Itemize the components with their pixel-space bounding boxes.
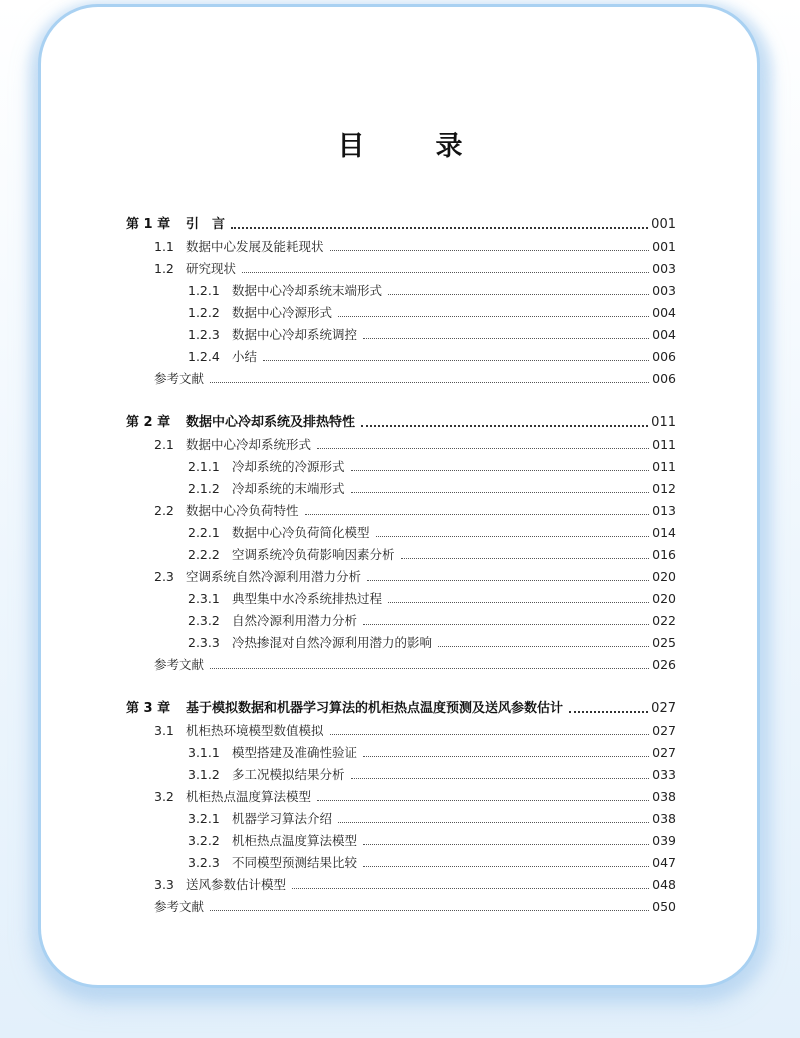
section-title: 机柜热环境模型数值模拟	[186, 723, 324, 738]
page-number: 027	[652, 745, 676, 760]
toc-entry-1-2-4[interactable]	[126, 346, 676, 368]
subsection-number: 2.3.2	[188, 613, 220, 628]
toc-entry-2-3-2[interactable]	[126, 610, 676, 632]
subsection-number: 3.1.2	[188, 767, 220, 782]
toc-title: 目 录	[337, 131, 485, 162]
subsection-number: 1.2.4	[188, 349, 220, 364]
section-number: 3.3	[154, 877, 174, 892]
subsection-number: 1.2.1	[188, 283, 220, 298]
toc-entry-3-2-2[interactable]	[126, 830, 676, 852]
dot-leader	[305, 514, 650, 515]
toc-chapter-3[interactable]	[126, 698, 676, 720]
toc-entry-1-2-1[interactable]	[126, 280, 676, 302]
chapter-number: 第 2 章	[126, 415, 171, 430]
page-number: 022	[652, 613, 676, 628]
page-number: 027	[651, 701, 676, 716]
chapter-spacer	[126, 390, 676, 412]
subsection-number: 1.2.2	[188, 305, 220, 320]
dot-leader	[210, 382, 649, 383]
dot-leader	[338, 822, 649, 823]
section-number: 3.1	[154, 723, 174, 738]
subsection-title: 小结	[232, 349, 258, 364]
page-number: 003	[652, 261, 676, 276]
toc-entry-1-1[interactable]	[126, 236, 676, 258]
dot-leader	[363, 756, 649, 757]
page-number: 012	[652, 481, 676, 496]
section-number: 1.2	[154, 261, 174, 276]
dot-leader	[363, 866, 649, 867]
subsection-number: 3.2.3	[188, 855, 220, 870]
subsection-number: 2.2.2	[188, 547, 220, 562]
toc-entry-3-1[interactable]	[126, 720, 676, 742]
toc-entry-2-3[interactable]	[126, 566, 676, 588]
subsection-title: 自然冷源利用潜力分析	[232, 613, 358, 628]
toc-entry-3-3[interactable]	[126, 874, 676, 896]
page-number: 001	[651, 217, 676, 232]
toc-entry-2-2[interactable]	[126, 500, 676, 522]
toc-entry-1-2-2[interactable]	[126, 302, 676, 324]
page-number: 033	[652, 767, 676, 782]
subsection-number: 3.2.2	[188, 833, 220, 848]
dot-leader	[361, 425, 648, 427]
toc-entry-3-2-1[interactable]	[126, 808, 676, 830]
page-number: 004	[652, 327, 676, 342]
dot-leader	[242, 272, 649, 273]
toc-entry-3-2-3[interactable]	[126, 852, 676, 874]
subsection-number: 2.1.2	[188, 481, 220, 496]
subsection-title: 冷却系统的末端形式	[232, 481, 345, 496]
subsection-title: 冷热掺混对自然冷源利用潜力的影响	[232, 635, 433, 650]
subsection-number: 2.1.1	[188, 459, 220, 474]
subsection-number: 3.1.1	[188, 745, 220, 760]
page-number: 013	[652, 503, 676, 518]
toc-entry-2-1[interactable]	[126, 434, 676, 456]
dot-leader	[317, 800, 649, 801]
chapter-title: 数据中心冷却系统及排热特性	[186, 415, 356, 430]
dot-leader	[330, 250, 650, 251]
toc-entry-3-2[interactable]	[126, 786, 676, 808]
subsection-title: 数据中心冷源形式	[232, 305, 333, 320]
toc-entry-2-2-1[interactable]	[126, 522, 676, 544]
subsection-number: 2.3.1	[188, 591, 220, 606]
section-title: 数据中心发展及能耗现状	[186, 239, 324, 254]
section-number: 2.3	[154, 569, 174, 584]
references-title: 参考文献	[154, 657, 205, 672]
page-number: 016	[652, 547, 676, 562]
page-number: 006	[652, 371, 676, 386]
page-number: 011	[651, 415, 676, 430]
toc-entry-1-2-3[interactable]	[126, 324, 676, 346]
page-number: 011	[652, 459, 676, 474]
toc-references-1[interactable]	[126, 368, 676, 390]
section-number: 1.1	[154, 239, 174, 254]
dot-leader	[363, 844, 649, 845]
dot-leader	[376, 536, 650, 537]
subsection-title: 模型搭建及准确性验证	[232, 745, 358, 760]
chapter-title: 引 言	[186, 217, 226, 232]
chapter-spacer	[126, 676, 676, 698]
toc-entry-3-1-1[interactable]	[126, 742, 676, 764]
dot-leader	[363, 338, 649, 339]
table-of-contents	[126, 214, 676, 918]
page-number: 038	[652, 789, 676, 804]
section-title: 研究现状	[186, 261, 237, 276]
subsection-title: 数据中心冷却系统末端形式	[232, 283, 383, 298]
subsection-title: 数据中心冷负荷简化模型	[232, 525, 370, 540]
dot-leader	[351, 492, 650, 493]
page-number: 038	[652, 811, 676, 826]
page-number: 020	[652, 591, 676, 606]
subsection-title: 不同模型预测结果比较	[232, 855, 358, 870]
dot-leader	[388, 602, 649, 603]
dot-leader	[569, 711, 648, 713]
page-number: 047	[652, 855, 676, 870]
dot-leader	[231, 227, 648, 229]
subsection-title: 典型集中水冷系统排热过程	[232, 591, 383, 606]
toc-references-2[interactable]	[126, 654, 676, 676]
section-title: 机柜热点温度算法模型	[186, 789, 312, 804]
dot-leader	[292, 888, 649, 889]
page-number: 039	[652, 833, 676, 848]
section-number: 3.2	[154, 789, 174, 804]
dot-leader	[363, 624, 649, 625]
toc-entry-2-1-1[interactable]	[126, 456, 676, 478]
dot-leader	[330, 734, 650, 735]
page-number: 011	[652, 437, 676, 452]
toc-references-3[interactable]	[126, 896, 676, 918]
page-number: 026	[652, 657, 676, 672]
chapter-title: 基于模拟数据和机器学习算法的机柜热点温度预测及送风参数估计	[186, 701, 564, 716]
subsection-title: 数据中心冷却系统调控	[232, 327, 358, 342]
section-title: 送风参数估计模型	[186, 877, 287, 892]
toc-entry-2-1-2[interactable]	[126, 478, 676, 500]
references-title: 参考文献	[154, 899, 205, 914]
subsection-title: 多工况模拟结果分析	[232, 767, 345, 782]
subsection-number: 2.3.3	[188, 635, 220, 650]
page-number: 027	[652, 723, 676, 738]
section-title: 数据中心冷却系统形式	[186, 437, 312, 452]
toc-entry-2-3-1[interactable]	[126, 588, 676, 610]
toc-entry-1-2[interactable]	[126, 258, 676, 280]
section-number: 2.1	[154, 437, 174, 452]
subsection-number: 1.2.3	[188, 327, 220, 342]
page-number: 003	[652, 283, 676, 298]
page-number: 014	[652, 525, 676, 540]
section-title: 空调系统自然冷源利用潜力分析	[186, 569, 362, 584]
subsection-number: 2.2.1	[188, 525, 220, 540]
dot-leader	[263, 360, 649, 361]
section-title: 数据中心冷负荷特性	[186, 503, 299, 518]
section-number: 2.2	[154, 503, 174, 518]
references-title: 参考文献	[154, 371, 205, 386]
dot-leader	[210, 668, 649, 669]
page-number: 050	[652, 899, 676, 914]
page-number: 020	[652, 569, 676, 584]
chapter-number: 第 3 章	[126, 701, 171, 716]
subsection-title: 空调系统冷负荷影响因素分析	[232, 547, 395, 562]
chapter-number: 第 1 章	[126, 217, 171, 232]
page-number: 048	[652, 877, 676, 892]
dot-leader	[351, 470, 650, 471]
dot-leader	[401, 558, 650, 559]
toc-chapter-2[interactable]	[126, 412, 676, 434]
page-number: 004	[652, 305, 676, 320]
subsection-title: 机器学习算法介绍	[232, 811, 333, 826]
subsection-title: 机柜热点温度算法模型	[232, 833, 358, 848]
toc-entry-2-3-3[interactable]	[126, 632, 676, 654]
page-number: 001	[652, 239, 676, 254]
dot-leader	[367, 580, 649, 581]
dot-leader	[338, 316, 649, 317]
dot-leader	[210, 910, 649, 911]
dot-leader	[351, 778, 650, 779]
dot-leader	[388, 294, 649, 295]
toc-chapter-1[interactable]	[126, 214, 676, 236]
page-number: 006	[652, 349, 676, 364]
dot-leader	[317, 448, 649, 449]
toc-entry-3-1-2[interactable]	[126, 764, 676, 786]
dot-leader	[438, 646, 649, 647]
toc-entry-2-2-2[interactable]	[126, 544, 676, 566]
subsection-number: 3.2.1	[188, 811, 220, 826]
page-number: 025	[652, 635, 676, 650]
subsection-title: 冷却系统的冷源形式	[232, 459, 345, 474]
